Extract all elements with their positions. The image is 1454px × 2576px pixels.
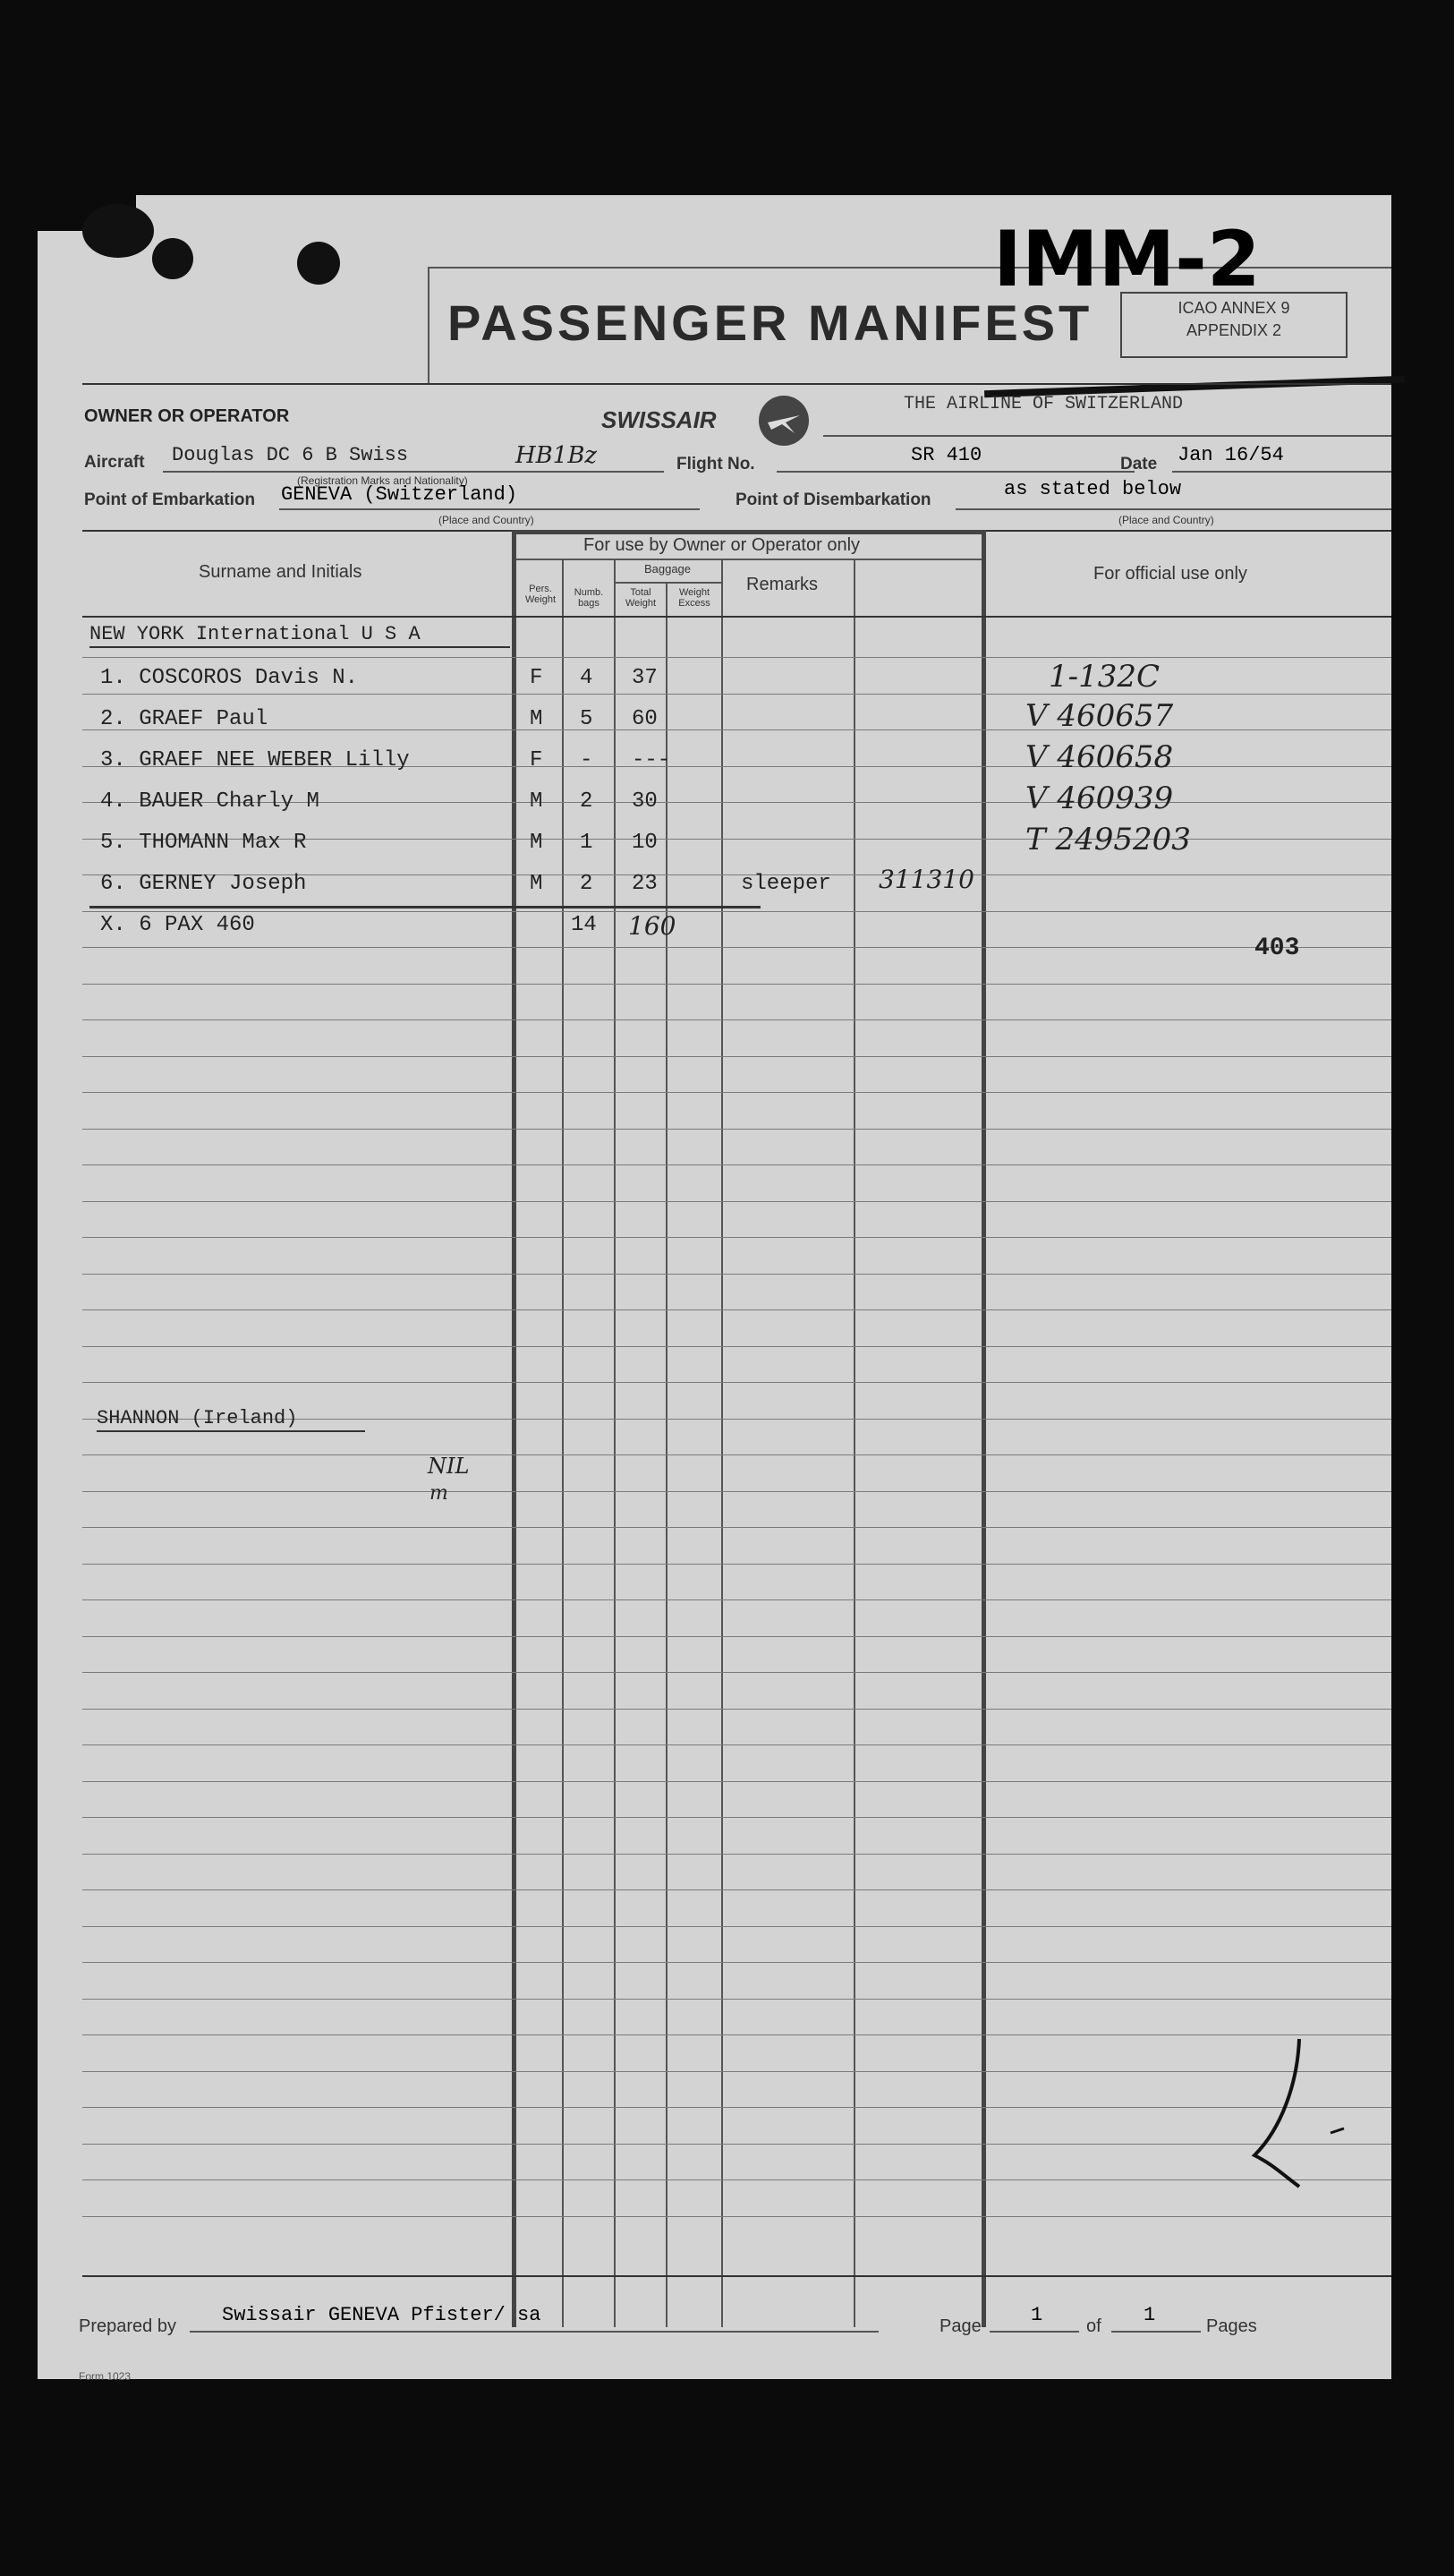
ruled-line — [82, 1817, 1391, 1818]
col-official-header: For official use only — [1093, 564, 1247, 584]
passenger-name: 2. GRAEF Paul — [100, 707, 268, 731]
section-heading-shannon: SHANNON (Ireland) — [97, 1407, 298, 1429]
ruled-line — [82, 1744, 1391, 1745]
ruled-line — [82, 2216, 1391, 2217]
total-rule — [89, 906, 761, 908]
pers-weight: M — [530, 789, 543, 814]
ruled-line — [82, 1454, 1391, 1455]
ruled-line — [82, 1527, 1391, 1528]
total-weight: 30 — [632, 789, 658, 814]
col-group-header: For use by Owner or Operator only — [583, 535, 861, 555]
ruled-line — [82, 1164, 1391, 1165]
ruled-line — [82, 1999, 1391, 2000]
ruled-line — [82, 1962, 1391, 1963]
col-divider-remarks — [854, 560, 855, 2327]
aircraft-label: Aircraft — [84, 453, 145, 472]
ruled-line — [82, 1636, 1391, 1637]
ruled-line — [82, 1564, 1391, 1565]
ruled-line — [82, 1346, 1391, 1347]
ruled-line — [82, 2071, 1391, 2072]
pers-weight: M — [530, 872, 543, 896]
ruled-line — [82, 1237, 1391, 1238]
ruled-line — [82, 1926, 1391, 1927]
total-weight-sum: 160 — [628, 911, 676, 941]
flight-line — [777, 471, 1135, 473]
ruled-line — [82, 729, 1391, 730]
passenger-name: 5. THOMANN Max R — [100, 831, 307, 855]
heading-underline — [89, 646, 510, 648]
pers-weight: F — [530, 666, 543, 690]
total-weight: 37 — [632, 666, 658, 690]
passenger-name: 3. GRAEF NEE WEBER Lilly — [100, 748, 410, 772]
ruled-line — [82, 1889, 1391, 1890]
pers-weight: M — [530, 707, 543, 731]
total-weight: 60 — [632, 707, 658, 731]
ruled-line — [82, 1709, 1391, 1710]
date-label: Date — [1120, 455, 1158, 473]
nil-note: NIL — [428, 1454, 470, 1479]
numb-bags: 2 — [580, 789, 593, 814]
date-value: Jan 16/54 — [1178, 444, 1284, 466]
annex-box — [1120, 292, 1348, 358]
prepared-value: Swissair GENEVA Pfister/ sa — [222, 2304, 541, 2326]
page-label: Page — [940, 2316, 982, 2336]
ruled-line — [82, 694, 1391, 695]
footer-top-rule — [82, 2275, 1391, 2277]
official-entry: 1-132C — [1049, 659, 1161, 695]
disembarkation-line — [956, 508, 1391, 510]
ruled-line — [82, 1019, 1391, 1020]
ruled-line — [82, 1672, 1391, 1673]
official-entry: T 2495203 — [1025, 822, 1191, 857]
of-label: of — [1086, 2316, 1101, 2336]
embarkation-sublabel: (Place and Country) — [438, 514, 534, 526]
operator-tagline: THE AIRLINE OF SWITZERLAND — [904, 394, 1184, 414]
ruled-line — [82, 1129, 1391, 1130]
total-pax: X. 6 PAX 460 — [100, 913, 255, 937]
flight-label: Flight No. — [676, 455, 755, 473]
numb-bags: 4 — [580, 666, 593, 690]
prepared-label: Prepared by — [79, 2316, 176, 2336]
col-divider-numb — [614, 560, 616, 2327]
section-heading-new-york: NEW YORK International U S A — [89, 623, 421, 645]
operator-line — [823, 435, 1391, 437]
pages-line — [1111, 2331, 1201, 2333]
punch-hole — [297, 242, 340, 285]
ruled-line — [82, 1781, 1391, 1782]
swissair-logo-icon — [759, 396, 809, 446]
total-weight: 23 — [632, 872, 658, 896]
manifest-sheet — [38, 195, 1391, 2383]
page-line — [990, 2331, 1079, 2333]
disembarkation-value: as stated below — [1004, 478, 1182, 500]
embarkation-line — [279, 508, 700, 510]
pages-value: 1 — [1144, 2304, 1156, 2326]
ruled-line — [82, 1382, 1391, 1383]
ruled-line — [82, 1092, 1391, 1093]
embarkation-value: GENEVA (Switzerland) — [281, 483, 518, 506]
col-total-header: Total Weight — [625, 587, 657, 609]
col-pers-weight-header: Pers. Weight — [524, 584, 557, 605]
total-weight: --- — [632, 748, 671, 772]
remarks-number: 311310 — [879, 865, 974, 894]
ruled-line — [82, 1599, 1391, 1600]
remarks-entry: sleeper — [741, 872, 831, 896]
ruled-line — [82, 2179, 1391, 2180]
header-bottom-rule — [82, 383, 1391, 385]
ruled-line — [82, 1274, 1391, 1275]
nil-initial: m — [429, 1482, 448, 1505]
numb-bags: 1 — [580, 831, 593, 855]
passenger-name: 1. COSCOROS Davis N. — [100, 666, 359, 690]
official-entry: V 460658 — [1025, 739, 1174, 775]
page-title: PASSENGER MANIFEST — [447, 294, 1093, 351]
heading-underline — [97, 1430, 365, 1432]
ruled-line — [82, 1309, 1391, 1310]
ruled-line — [82, 2107, 1391, 2108]
ruled-line — [82, 947, 1391, 948]
initials-scribble — [1246, 2030, 1353, 2200]
group-header-rule — [516, 559, 982, 560]
form-number: Form 1023 — [79, 2370, 132, 2383]
reference-mark: IMM-2 — [993, 215, 1261, 304]
ink-blot — [82, 204, 154, 258]
numb-bags: 5 — [580, 707, 593, 731]
col-surname-header: Surname and Initials — [199, 562, 362, 582]
ruled-line — [82, 2034, 1391, 2035]
page-value: 1 — [1031, 2304, 1043, 2326]
operator-logo: SWISSAIR — [601, 406, 717, 433]
disembarkation-label: Point of Disembarkation — [736, 490, 931, 509]
official-entry: V 460657 — [1025, 698, 1174, 734]
official-total: 403 — [1254, 934, 1300, 962]
disembarkation-sublabel: (Place and Country) — [1118, 514, 1214, 526]
col-baggage-header: Baggage — [643, 562, 692, 576]
col-divider-excess — [721, 560, 723, 2327]
passenger-name: 4. BAUER Charly M — [100, 789, 319, 814]
flight-value: SR 410 — [911, 444, 982, 466]
ruled-line — [82, 1491, 1391, 1492]
date-line — [1172, 471, 1391, 473]
ruled-line — [82, 1201, 1391, 1202]
header-divider — [428, 267, 429, 383]
numb-bags: - — [580, 748, 593, 772]
aircraft-value: Douglas DC 6 B Swiss — [172, 444, 409, 466]
annex-line1: ICAO ANNEX 9 — [1178, 299, 1290, 317]
total-bags: 14 — [571, 913, 597, 937]
annex-line2: APPENDIX 2 — [1186, 321, 1282, 339]
prepared-line — [190, 2331, 879, 2333]
operator-label: OWNER OR OPERATOR — [84, 406, 290, 426]
col-divider-total — [666, 584, 667, 2327]
pers-weight: M — [530, 831, 543, 855]
ruled-line — [82, 984, 1391, 985]
aircraft-sublabel: (Registration Marks and Nationality) — [297, 474, 468, 487]
ruled-line — [82, 2144, 1391, 2145]
aircraft-registration: HB1Bz — [515, 442, 598, 469]
aircraft-line — [163, 471, 664, 473]
official-entry: V 460939 — [1025, 780, 1174, 816]
pages-label: Pages — [1206, 2316, 1257, 2336]
col-numb-header: Numb. bags — [574, 587, 604, 609]
embarkation-label: Point of Embarkation — [84, 490, 256, 509]
ruled-line — [82, 911, 1391, 912]
total-weight: 10 — [632, 831, 658, 855]
numb-bags: 2 — [580, 872, 593, 896]
ruled-line — [82, 1056, 1391, 1057]
baggage-header-rule — [614, 582, 721, 584]
table-header-bottom-rule — [82, 616, 1391, 618]
punch-hole — [152, 238, 193, 279]
ruled-line — [82, 1854, 1391, 1855]
ruled-line — [82, 657, 1391, 658]
passenger-name: 6. GERNEY Joseph — [100, 872, 307, 896]
pers-weight: F — [530, 748, 543, 772]
col-remarks-header: Remarks — [746, 575, 819, 594]
col-excess-header: Weight Excess — [678, 587, 710, 609]
col-divider-pers — [562, 560, 564, 2327]
